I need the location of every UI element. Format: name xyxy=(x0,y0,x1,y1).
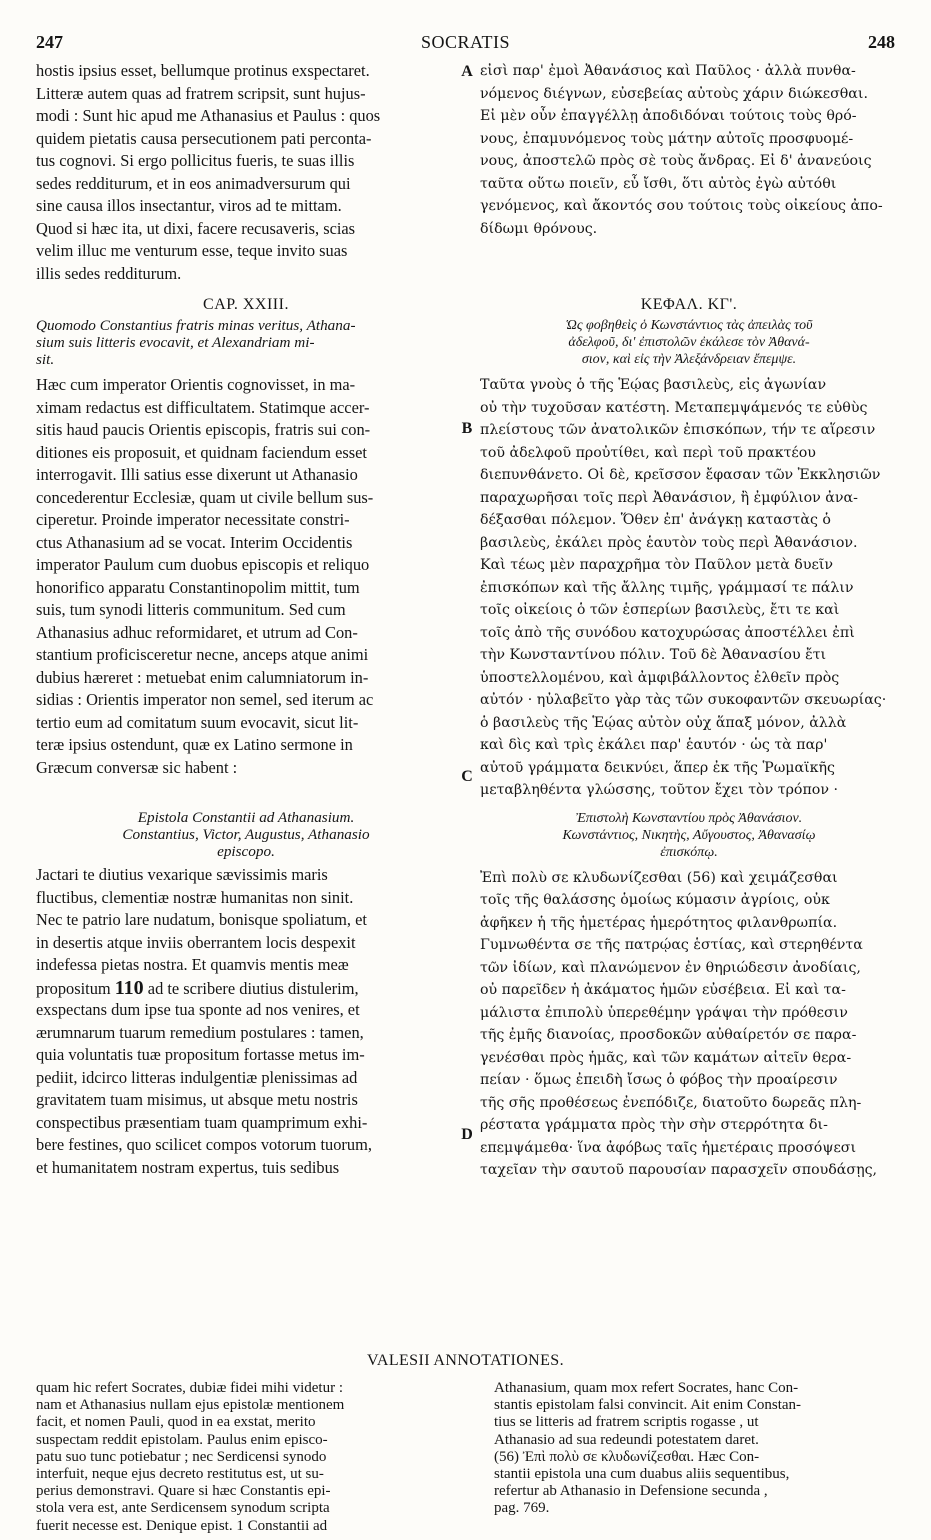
margin-marker-a: A xyxy=(461,63,473,80)
latin-body-line: dubius hæreret : metuebat enim calumniatorum in- xyxy=(36,667,369,687)
greek-epistle xyxy=(480,867,898,1182)
latin-body-line: suis, tum synodi litteris communitum. Sed cum xyxy=(36,600,346,619)
greek-summary-line: Ὡς φοβηθεὶς ὁ Κωνστάντιος τὰς ἀπειλὰς τοῦ xyxy=(565,318,813,333)
greek-body-line: καὶ δὶς καὶ τρὶς ἐκάλει παρ' ἑαυτόν · ὡς τὰ παρ' xyxy=(480,737,828,753)
greek-summary-line: ἀδελφοῦ, δι' ἐπιστολῶν ἐκάλεσε τὸν Ἀθανά- xyxy=(568,335,810,350)
greek-epistle-line: ρέστατα γράμματα πρὸς τὴν σὴν στερρότητα δι- xyxy=(480,1117,828,1133)
annotation-line: stola vera est, ante Serdicensem synodum scripta xyxy=(36,1500,330,1517)
greek-epistle-title: Ἐπιστολὴ Κωνσταντίου πρὸς Ἀθανάσιον. xyxy=(575,810,803,826)
latin-epistle-line: bere festines, quo scilicet compos votorum tuorum, xyxy=(36,1135,372,1154)
latin-intro-line: hostis ipsius esset, bellumque protinus exspectaret. xyxy=(36,61,370,80)
latin-epistle-line: conspectibus præsentiam tuam quamprimum exhi- xyxy=(36,1112,368,1132)
running-title: SOCRATIS xyxy=(420,32,511,52)
greek-chapter-summary xyxy=(480,317,898,368)
latin-chapter-heading: CAP. XXIII. xyxy=(203,296,289,313)
greek-summary-line: σιον, καὶ εἰς τὴν Ἀλεξάνδρειαν ἔπεμψε. xyxy=(581,352,797,367)
latin-body xyxy=(36,374,456,779)
annotation-line: facit, et nomen Pauli, quod in ea exstat, merito xyxy=(36,1414,316,1431)
greek-chapter-heading: ΚΕΦΑΛ. ΚΓ'. xyxy=(640,296,738,313)
latin-body-line: ximam redactus est difficultatem. Statimque accer- xyxy=(36,397,370,417)
greek-epistle-line: μάλιστα ἐπιπολὺ ὑπερεθέμην γράψαι τὴν πρόθεσιν xyxy=(480,1004,848,1021)
greek-body-line: αὐτοῦ γράμματα δεικνύει, ἅπερ ἐκ τῆς Ῥωμαϊκῆς xyxy=(480,759,835,776)
latin-body-line: teræ ipsius ostendunt, quæ ex Latino sermone in xyxy=(36,735,353,754)
latin-epistle-line-with-number xyxy=(36,977,456,1000)
latin-epistle xyxy=(36,864,456,1179)
greek-epistle-line: οὐ παρεῖδεν ἡ ἀκάματος ἡμῶν εὐσέβεια. Εἰ καὶ τα- xyxy=(480,982,846,998)
greek-body-line: Καὶ τέως μὲν παραχρῆμα τὸν Παῦλον μετὰ δυεῖν xyxy=(480,557,834,573)
greek-body-line: διεπυνθάνετο. Οἱ δὲ, κρεῖσσον ἔφασαν τῶν Ἐκκλησιῶν xyxy=(480,467,881,483)
latin-epistle-line: et humanitatem nostram expertus, tuis sedibus xyxy=(36,1157,340,1177)
annotation-line: (56) Ἐπὶ πολὺ σε κλυδωνίζεσθαι. Hæc Con- xyxy=(494,1448,760,1465)
latin-epistle-line: ærumnarum tuarum remedium postulares : tamen, xyxy=(36,1022,364,1042)
latin-epistle-fragment: ad te scribere diutius distulerim, xyxy=(147,978,359,998)
greek-body-line: Ταῦτα γνοὺς ὁ τῆς Ἑῴας βασιλεὺς, εἰς ἀγωνίαν xyxy=(480,377,827,393)
greek-body-line: ἐπισκόπων καὶ τῆς ἄλλης τιμῆς, γράμμασί τε πάλιν xyxy=(480,579,854,596)
greek-epistle-line: τοῖς τῆς θαλάσσης ὁμοίως κύμασιν ἀγρίοις, οὐκ xyxy=(480,892,830,908)
latin-intro-line: modi : Sunt hic apud me Athanasius et Paulus : quos xyxy=(36,106,381,125)
annotation-line: nam et Athanasius nullam ejus epistolæ mentionem xyxy=(36,1397,345,1414)
latin-body-line: sitis haud paucis Orientis episcopis, fratris sui con- xyxy=(36,420,371,439)
greek-intro xyxy=(480,60,898,240)
greek-epistle-line: τῆς ἐμῆς διανοίας, προσδοκῶν αὐθαίρετόν σε παρα- xyxy=(480,1027,857,1043)
latin-intro-line: velim illuc me venturum esse, teque invito suas xyxy=(36,241,348,260)
greek-epistle-line: ἀφῆκεν ἡ τῆς ἡμετέρας ἡμερότητος φιλανθρωπία. xyxy=(480,914,838,931)
annotation-line: perius demonstravi. Quare si hæc Constantis epi- xyxy=(36,1483,331,1500)
margin-marker-b: B xyxy=(461,420,473,437)
greek-intro-line: Εἰ μὲν οὖν ἐπαγγέλλῃ ἀποδιδόναι τούτοις τοὺς θρό- xyxy=(480,108,857,124)
inline-page-number: 110 xyxy=(114,976,144,999)
greek-epistle-salutation: ἐπισκόπῳ. xyxy=(660,844,718,860)
latin-column xyxy=(36,60,456,1179)
annotation-line: interfuit, neque ejus decreto restitutus est, ut su- xyxy=(36,1465,324,1482)
margin-marker-c: C xyxy=(461,768,473,785)
left-page-number: 247 xyxy=(36,32,63,52)
greek-body-line: πλείστους τῶν ἀνατολικῶν ἐπισκόπων, τήν τε αἵρεσιν xyxy=(480,422,876,438)
greek-epistle-salutation: Κωνστάντιος, Νικητὴς, Αὔγουστος, Ἀθανασίῳ xyxy=(562,827,816,843)
latin-body-line: honorifico apparatu Constantinopolim mittit, tum xyxy=(36,577,360,597)
latin-body-line: sidias : Orientis imperator non semel, sed iterum ac xyxy=(36,690,374,709)
latin-body-line: Græcum conversæ sic habent : xyxy=(36,757,238,777)
greek-body-line: τοῦ ἀδελφοῦ προὐτίθει, καὶ περὶ τοῦ πρακτέου xyxy=(480,444,816,461)
greek-intro-line: εἰσὶ παρ' ἐμοὶ Ἀθανάσιος καὶ Παῦλος · ἀλλὰ πυνθα- xyxy=(480,63,856,79)
latin-summary-line: sit. xyxy=(36,351,55,368)
annotation-line: stantii epistola una cum duabus aliis sequentibus, xyxy=(494,1465,790,1482)
latin-summary-line: sium suis litteris evocavit, et Alexandriam mi- xyxy=(36,334,315,351)
annotations-right-column xyxy=(494,1380,906,1518)
latin-epistle-line: quia voluntatis tuæ propositum fortasse metus im- xyxy=(36,1045,365,1064)
latin-epistle-fragment: propositum xyxy=(36,978,111,998)
annotation-line: patu suo tunc potiebatur ; nec Serdicensi synodo xyxy=(36,1448,327,1465)
right-page-number: 248 xyxy=(868,32,895,52)
latin-body-line: imperator Paulum cum duobus episcopis et reliquo xyxy=(36,555,370,574)
greek-body xyxy=(480,374,898,802)
latin-body-line: Athanasius adhuc reformidaret, et utrum ad Con- xyxy=(36,622,358,642)
latin-epistle-salutation: Constantius, Victor, Augustus, Athanasio xyxy=(122,826,370,843)
greek-epistle-line: επεμψάμεθα· ἵνα ἀφόβως ταῖς ἡμετέραις προσόψεσι xyxy=(480,1139,857,1156)
latin-epistle-line: gravitatem tuam misimus, ut absque metu nostris xyxy=(36,1090,358,1109)
latin-epistle-line: Jactari te diutius vexarique sævissimis maris xyxy=(36,865,328,884)
greek-intro-line: δίδωμι θρόνους. xyxy=(480,220,598,237)
greek-epistle-line: τῆς σῆς προθέσεως ἐνεπόδιζε, διατοῦτο δωρεᾶς πλη- xyxy=(480,1094,862,1111)
latin-body-line: interrogavit. Illi satius esse dixerunt ut Athanasio xyxy=(36,465,358,484)
greek-body-line: ὑποστελλομένου, καὶ ἀμφιβάλλοντος ἐλθεῖν πρὸς xyxy=(480,669,840,686)
margin-marker-d: D xyxy=(461,1126,473,1143)
annotations-title: VALESII ANNOTATIONES. xyxy=(366,1352,565,1369)
latin-body-line: ctus Athanasium ad se vocat. Interim Occidentis xyxy=(36,532,353,552)
greek-intro-line: νόμενος διέγνων, εὐσεβείας αὐτοὺς χάριν διώκεσθαι. xyxy=(480,85,868,102)
greek-body-line: τὴν Κωνσταντίνου πόλιν. Τοῦ δὲ Ἀθανασίου ἔτι xyxy=(480,647,827,663)
latin-epistle-title: Epistola Constantii ad Athanasium. xyxy=(137,809,355,826)
greek-column xyxy=(480,60,898,1182)
latin-intro-line: sedes redditurum, et in eos animadversurum qui xyxy=(36,173,351,193)
greek-epistle-line: Ἐπὶ πολὺ σε κλυδωνίζεσθαι (56) καὶ χειμάζεσθαι xyxy=(480,869,838,886)
annotation-line: quam hic refert Socrates, dubiæ fidei mihi videtur : xyxy=(36,1380,344,1396)
latin-epistle-line: fluctibus, clementiæ nostræ humanitas non sinit. xyxy=(36,887,354,907)
annotation-line: Athanasium, quam mox refert Socrates, hanc Con- xyxy=(494,1380,799,1396)
greek-body-line: παραχωρῆσαι τοῖς περὶ Ἀθανάσιον, ἢ ἐμφύλιον ἀνα- xyxy=(480,489,858,506)
greek-body-line: τοῖς οἰκείοις ὁ τῶν ἑσπερίων βασιλεὺς, ἔτι τε καὶ xyxy=(480,602,840,618)
greek-intro-line: νους, ἐπαμυνόμενος τοὺς μάτην αὐτοῖς προσφυομέ- xyxy=(480,130,854,147)
greek-body-line: δέξασθαι πόλεμον. Ὅθεν ἐπ' ἀνάγκῃ καταστὰς ὁ xyxy=(480,512,831,528)
greek-intro-line: νους, ἀποστελῶ πρὸς σὲ τοὺς ἄνδρας. Εἰ δ' ἀνανεύοις xyxy=(480,153,872,169)
annotation-line: stantis epistolam falsi convincit. Ait enim Constan- xyxy=(494,1397,802,1414)
annotation-line: pag. 769. xyxy=(494,1500,550,1517)
greek-epistle-line: Γυμνωθέντα σε τῆς πατρῴας ἑστίας, καὶ στερηθέντα xyxy=(480,937,863,953)
latin-intro-line: tus cognovi. Si ergo pollicitus fueris, te suas illis xyxy=(36,151,355,170)
greek-intro-line: ταῦτα οὕτω ποιεῖν, εὖ ἴσθι, ὅτι αὐτὸς ἐγὼ αὐτόθι xyxy=(480,175,837,192)
greek-body-line: βασιλεὺς, ἐκάλει πρὸς ἑαυτὸν τοὺς περὶ Ἀθανάσιον. xyxy=(480,534,858,551)
annotation-line: Athanasio ad sua redeundi potestatem daret. xyxy=(494,1431,759,1448)
latin-epistle-line: Nec te patrio lare nudatum, bonisque spoliatum, et xyxy=(36,910,367,929)
latin-intro-line: quidem pietatis causa persecutionem pati percontа- xyxy=(36,128,372,148)
annotation-line: suspectam reddit epistolam. Paulus enim episco- xyxy=(36,1431,328,1448)
greek-body-line: αὐτόν · ηὐλαβεῖτο γὰρ τὰς τῶν συκοφαντῶν σκευωρίας· xyxy=(480,692,887,708)
annotation-line: tius se litteris ad fratrem scriptis rogasse , ut xyxy=(494,1414,759,1431)
annotation-line: fuerit necesse est. Denique epist. 1 Constantii ad xyxy=(36,1517,328,1534)
latin-body-line: concederentur Ecclesiæ, quam ut civile bellum sus- xyxy=(36,487,374,507)
latin-intro-line: Litteræ autem quas ad fratrem scripsit, sunt hujus- xyxy=(36,83,366,103)
greek-body-line: ὁ βασιλεὺς τῆς Ἑῴας αὐτὸν οὐχ ἅπαξ μόνον, ἀλλὰ xyxy=(480,714,847,731)
latin-summary-line: Quomodo Constantius fratris minas veritus, Athana- xyxy=(36,317,356,334)
latin-epistle-line: pediit, idcirco litteras indulgentiæ plenissimas ad xyxy=(36,1067,358,1087)
latin-epistle-line: exspectans dum ipse tua sponte ad nos venires, et xyxy=(36,1000,360,1019)
greek-body-line: οὐ τὴν τυχοῦσαν κατέστη. Μεταπεμψάμενός τε εὐθὺς xyxy=(480,399,868,416)
greek-body-line: μεταβληθέντα γλώσσης, τοῦτον ἔχει τὸν τρόπον · xyxy=(480,782,838,798)
greek-body-line: τοῖς ἀπὸ τῆς συνόδου κατοχυρώσας ἀποστέλλει ἐπὶ xyxy=(480,624,855,641)
latin-body-line: ditiones eis proposuit, et quidnam faciendum esset xyxy=(36,442,367,462)
latin-epistle-line: in desertis atque inviis oberrantem locis despexit xyxy=(36,932,356,952)
latin-intro-line: sine causa illos insectantur, viros ad te mittam. xyxy=(36,196,342,215)
greek-epistle-line: ταχεῖαν τὴν σαυτοῦ παρουσίαν παρασχεῖν σπουδάσῃς, xyxy=(480,1162,878,1178)
latin-intro-line: illis sedes redditurum. xyxy=(36,263,182,283)
greek-intro-line: γενόμενος, καὶ ἄκοντός σου τούτοις τοὺς οἰκείους ἀπο- xyxy=(480,198,883,214)
greek-epistle-line: τῶν ἰδίων, καὶ πλανώμενον ἐν θηριώδεσιν ἀνοδίαις, xyxy=(480,959,861,976)
latin-epistle-line: indefessa pietas nostra. Et quamvis mentis meæ xyxy=(36,955,349,974)
latin-body-line: Hæc cum imperator Orientis cognovisset, in ma- xyxy=(36,375,356,394)
latin-chapter-summary xyxy=(36,317,456,368)
latin-epistle-salutation: episcopo. xyxy=(217,843,275,860)
latin-body-line: stantium proficisceretur necne, anceps atque animi xyxy=(36,645,369,664)
greek-epistle-line: γενέσθαι πρὸς ἡμᾶς, καὶ τῶν καμάτων αἰτεῖν θερα- xyxy=(480,1049,852,1066)
annotations-left-column xyxy=(36,1380,472,1535)
annotation-line: refertur ab Athanasio in Defensione secunda , xyxy=(494,1483,768,1500)
latin-intro-line: Quod si hæc ita, ut dixi, facere recusaveris, scias xyxy=(36,218,356,238)
latin-body-line: ciperetur. Proinde imperator necessitate constri- xyxy=(36,510,350,529)
latin-intro xyxy=(36,60,456,285)
page-header xyxy=(0,32,931,58)
greek-epistle-line: πείαν · ὅμως ἐπειδὴ ἴσως ὁ φόβος τὴν προαίρεσιν xyxy=(480,1072,838,1088)
latin-body-line: tertio eum ad comitatum suum evocavit, sicut lit- xyxy=(36,712,359,732)
